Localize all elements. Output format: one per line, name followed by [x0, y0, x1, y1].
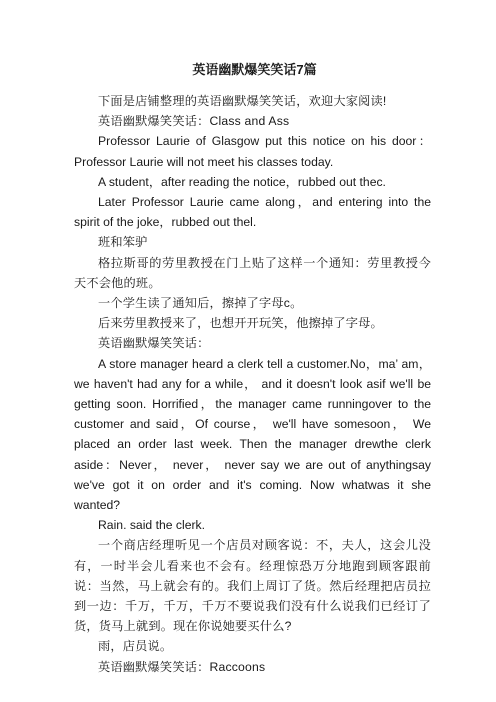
paragraph: 格拉斯哥的劳里教授在门上贴了这样一个通知：劳里教授今天不会他的班。 — [74, 255, 431, 290]
paragraph: 一个学生读了通知后，擦掉了字母c。 — [98, 296, 303, 311]
paragraph: A student，after reading the notice，rubbed out thec. — [98, 174, 386, 189]
intro-paragraph: 下面是店铺整理的英语幽默爆笑笑话，欢迎大家阅读! — [98, 94, 387, 108]
joke-heading: 英语幽默爆笑笑话：Class and Ass — [98, 114, 290, 129]
paragraph: 后来劳里教授来了，也想开开玩笑，他擦掉了字母。 — [98, 316, 383, 331]
paragraph: Professor Laurie of Glasgow put this notice on his door：Professor Laurie will not meet his classes today. — [74, 134, 431, 169]
paragraph: Later Professor Laurie came along，and entering into the spirit of the joke，rubbed out thel. — [74, 195, 431, 230]
paragraph: 一个商店经理听见一个店员对顾客说：不，夫人，这会儿没有，一时半会儿看来也不会有。经理惊恐万分地跑到顾客跟前说：当然，马上就会有的。我们上周订了货。然后经理把店员拉到一边：千万，千万，千万不要说我们没有什么说我们已经订了货，货马上就到。现在你说她要买什么? — [74, 538, 431, 634]
paragraph: Rain. said the clerk. — [98, 518, 206, 533]
document-title: 英语幽默爆笑笑话7篇 — [192, 62, 317, 77]
joke-heading: 英语幽默爆笑笑话：Raccoons — [98, 659, 266, 674]
joke-heading: 班和笨驴 — [98, 235, 148, 250]
paragraph: A store manager heard a clerk tell a customer.No，ma’ am，we haven't had any for a while， and it doesn't look asif we'll be getting soon. Horrified，the manager came runningover to the customer and said，Of course， we'll have somesoon， We placed an order last week. Then the manager drewthe clerk aside：Never， never， never say we are out of anythingsay we've got it on order and it's coming. Now whatwas it she wanted? — [74, 356, 431, 513]
joke-heading: 英语幽默爆笑笑话： — [98, 336, 210, 351]
paragraph: 雨，店员说。 — [98, 639, 173, 654]
